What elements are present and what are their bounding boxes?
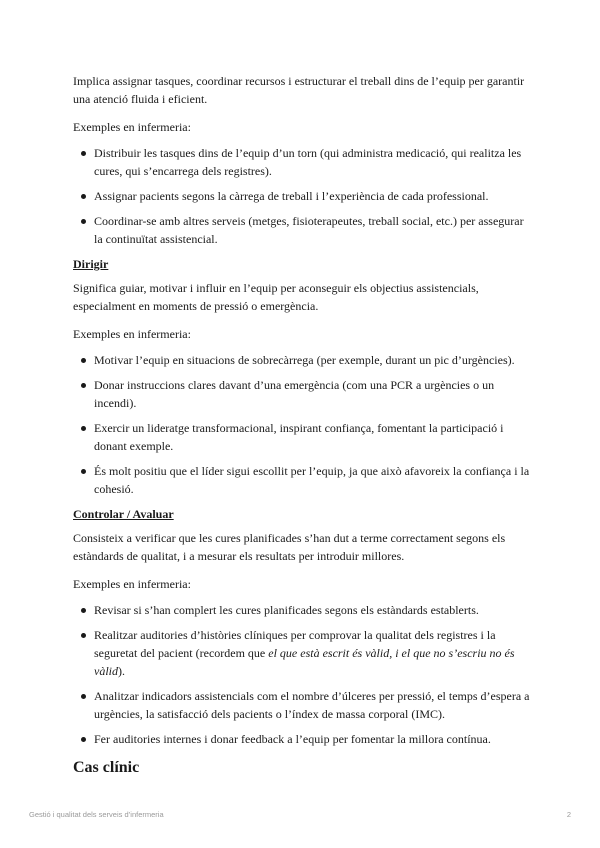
list-item: Exercir un lideratge transformacional, inspirant confiança, fomentant la participació i donant exemple. bbox=[94, 419, 533, 455]
list-item: Fer auditories internes i donar feedback a l’equip per fomentar la millora contínua. bbox=[94, 730, 533, 748]
page-footer bbox=[29, 810, 571, 819]
controlar-examples-label: Exemples en infermeria: bbox=[73, 577, 191, 591]
item-italic-text: el que està escrit és vàlid, i el que no s’escriu no és vàlid bbox=[94, 646, 515, 678]
organitzar-list bbox=[73, 144, 533, 248]
list-item: Donar instruccions clares davant d’una emergència (com una PCR a urgències o un incendi). bbox=[94, 376, 533, 412]
page-content bbox=[73, 72, 533, 778]
dirigir-intro: Significa guiar, motivar i influir en l’equip per aconseguir els objectius assistencials, especialment en moments de pressió o emergència. bbox=[73, 281, 479, 313]
dirigir-heading: Dirigir bbox=[73, 257, 109, 271]
dirigir-examples-label: Exemples en infermeria: bbox=[73, 327, 191, 341]
cas-clinic-title: Cas clínic bbox=[73, 759, 140, 776]
list-item bbox=[94, 626, 533, 680]
page-number: 2 bbox=[566, 810, 571, 819]
list-item: Revisar si s’han complert les cures planificades segons els estàndards establerts. bbox=[94, 601, 533, 619]
organitzar-intro: Implica assignar tasques, coordinar recursos i estructurar el treball dins de l’equip per garantir una atenció fluida i eficient. bbox=[73, 74, 525, 106]
organitzar-examples-label: Exemples en infermeria: bbox=[73, 120, 191, 134]
controlar-heading: Controlar / Avaluar bbox=[73, 507, 174, 521]
list-item: Assignar pacients segons la càrrega de treball i l’experiència de cada professional. bbox=[94, 187, 533, 205]
list-item: Analitzar indicadors assistencials com el nombre d’úlceres per pressió, el temps d’espera a urgències, la satisfacció dels pacients o l’índex de massa corporal (IMC). bbox=[94, 687, 533, 723]
list-item: Distribuir les tasques dins de l’equip d’un torn (qui administra medicació, qui realitza les cures, qui s’encarrega dels registres). bbox=[94, 144, 533, 180]
list-item: Coordinar-se amb altres serveis (metges, fisioterapeutes, treball social, etc.) per assegurar la continuïtat assistencial. bbox=[94, 212, 533, 248]
dirigir-list bbox=[73, 351, 533, 498]
controlar-intro: Consisteix a verificar que les cures planificades s’han dut a terme correctament segons els estàndards de qualitat, i a mesurar els resultats per introduir millores. bbox=[73, 531, 506, 563]
list-item: Motivar l’equip en situacions de sobrecàrrega (per exemple, durant un pic d’urgències). bbox=[94, 351, 533, 369]
list-item: És molt positiu que el líder sigui escollit per l’equip, ja que això afavoreix la confiança i la cohesió. bbox=[94, 462, 533, 498]
item-text: ). bbox=[118, 664, 125, 678]
controlar-list bbox=[73, 601, 533, 748]
item-text: Realitzar auditories d’històries clíniques per comprovar la qualitat dels registres i la seguretat del pacient (recordem que bbox=[94, 628, 496, 660]
footer-text: Gestió i qualitat dels serveis d’infermeria bbox=[29, 810, 164, 819]
